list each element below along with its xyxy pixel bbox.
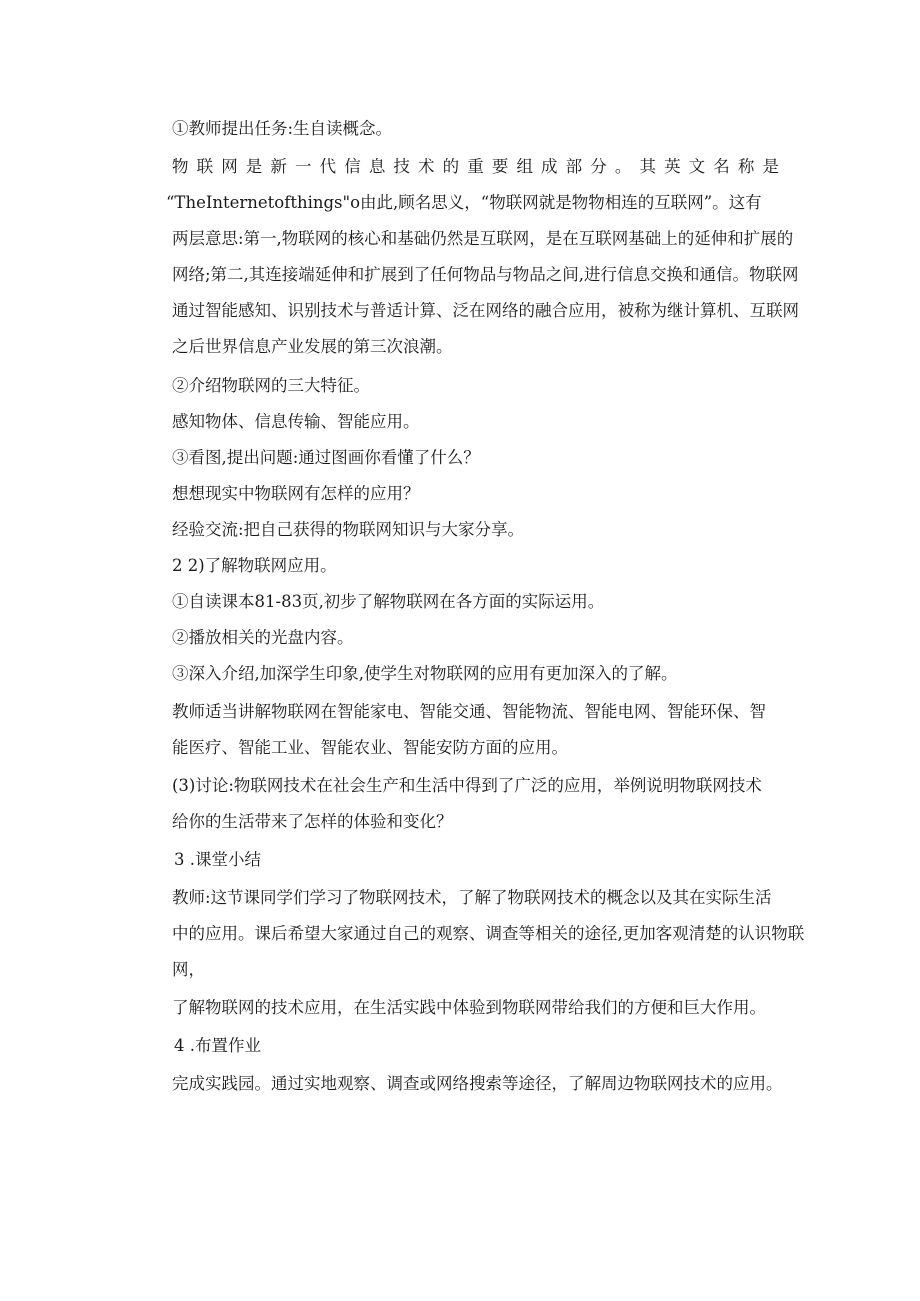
summary-line-2: 中的应用。课后希望大家通过自己的观察、调查等相关的途径,更加客观清楚的认识物联 [172,924,805,943]
features-list: 感知物体、信息传输、智能应用。 [172,412,420,431]
app-step-2: ②播放相关的光盘内容。 [172,628,354,647]
paragraph-definition-line-5: 通过智能感知、识别技术与普适计算、泛在网络的融合应用，被称为继计算机、互联网 [172,301,799,320]
teacher-explanation-line-1: 教师适当讲解物联网在智能家电、智能交通、智能物流、智能电网、智能环保、智 [172,702,766,721]
discussion-line-1: (3)讨论:物联网技术在社会生产和生活中得到了广泛的应用，举例说明物联网技术 [172,776,762,795]
discussion-line-2: 给你的生活带来了怎样的体验和变化？ [172,812,453,831]
app-step-1: ①自读课本81-83页,初步了解物联网在各方面的实际运用。 [172,592,605,611]
summary-line-1: 教师:这节课同学们学习了物联网技术，了解了物联网技术的概念以及其在实际生活 [172,888,772,907]
homework-text: 完成实践园。通过实地观察、调查或网络搜索等途径，了解周边物联网技术的应用。 [172,1074,783,1093]
paragraph-definition-line-2: “TheInternetofthings"o由此,顾名思义，“物联网就是物物相连的互联网”。这有 [166,193,762,212]
think-question: 想想现实中物联网有怎样的应用？ [172,484,420,503]
app-step-3: ③深入介绍,加深学生印象,使学生对物联网的应用有更加深入的了解。 [172,664,678,683]
paragraph-definition-line-4: 网络;第二,其连接端延伸和扩展到了任何物品与物品之间,进行信息交换和通信。物联网 [172,265,799,284]
paragraph-definition-line-1: 物联网是新一代信息技术的重要组成部分。其英文名称是 [172,157,784,176]
step-1-task: ①教师提出任务:生自读概念。 [172,119,393,138]
paragraph-definition-line-6: 之后世界信息产业发展的第三次浪潮。 [172,337,453,356]
step-3-question: ③看图,提出问题:通过图画你看懂了什么？ [172,448,480,467]
section-summary-heading: 3 .课堂小结 [174,850,261,869]
summary-line-4: 了解物联网的技术应用，在生活实践中体验到物联网带给我们的方便和巨大作用。 [172,998,766,1017]
section-homework-heading: 4 .布置作业 [174,1036,261,1055]
section-understand-applications: 2 2)了解物联网应用。 [172,556,337,575]
experience-sharing: 经验交流:把自己获得的物联网知识与大家分享。 [172,520,525,539]
summary-line-3: 网， [172,960,205,979]
paragraph-definition-line-3: 两层意思:第一,物联网的核心和基础仍然是互联网，是在互联网基础上的延伸和扩展的 [172,229,794,248]
step-2-features: ②介绍物联网的三大特征。 [172,376,370,395]
teacher-explanation-line-2: 能医疗、智能工业、智能农业、智能安防方面的应用。 [172,738,568,757]
